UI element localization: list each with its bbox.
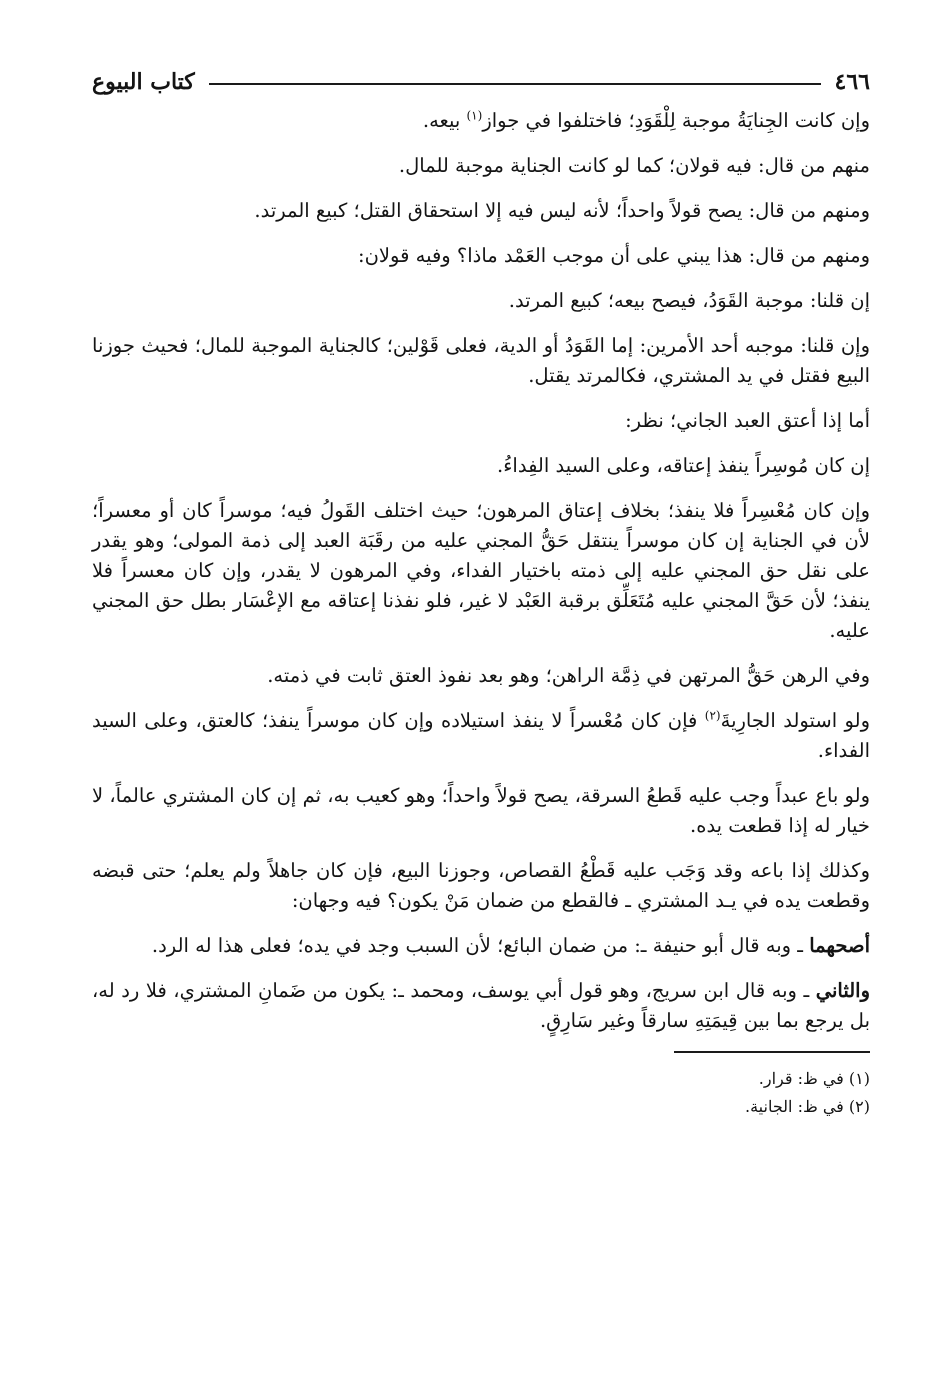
footnote-rule bbox=[674, 1051, 870, 1053]
paragraph: ولو استولد الجارِيةَ$^{(٢)}$ فإن كان مُعْسراً لا ينفذ استيلاده وإن كان موسراً ينفذ؛ كالعتق، وعلى السيد الفداء. bbox=[92, 708, 870, 762]
footnote: (٢) في ظ: الجانية. bbox=[745, 1097, 870, 1116]
page-header bbox=[92, 64, 870, 100]
paragraph-lead: والثاني bbox=[815, 979, 870, 1002]
footnote: (١) في ظ: قرار. bbox=[758, 1069, 870, 1088]
paragraph: ومنهم من قال: هذا يبني على أن موجب العَمْد ماذا؟ وفيه قولان: bbox=[358, 244, 870, 267]
page-number: ٤٦٦ bbox=[834, 69, 870, 95]
paragraph: وكذلك إذا باعه وقد وَجَب عليه قَطْعُ القصاص، وجوزنا البيع، فإن كان جاهلاً ولم يعلم؛ حتى قبضه وقطعت يده في يـد المشتري ـ فالقطع من ضمان مَنْ يكون؟ فيه وجهان: bbox=[92, 859, 870, 912]
paragraph: إن كان مُوسِراً ينفذ إعتاقه، وعلى السيد الفِداءُ. bbox=[497, 454, 870, 477]
paragraph: وإن قلنا: موجبه أحد الأمرين: إما القَوَدُ أو الدية، فعلى قَوْلين؛ كالجناية الموجبة للمال؛ فحيث جوزنا البيع فقتل في يد المشتري، فكالمرتد يقتل. bbox=[92, 334, 870, 387]
footnote-ref: (٢) bbox=[704, 708, 721, 723]
paragraph: إن قلنا: موجبة القَوَدُ، فيصح بيعه؛ كبيع المرتد. bbox=[508, 289, 870, 312]
body-text bbox=[92, 106, 870, 1036]
paragraph: أصحهما ـ وبه قال أبو حنيفة ـ: من ضمان البائع؛ لأن السبب وجد في يده؛ فعلى هذا له الرد. bbox=[151, 934, 870, 957]
paragraph: وإن كانت الجِنايَةُ موجبة لِلْقَوَدِ؛ فاختلفوا في جواز$^{(١)}$ بيعه. bbox=[422, 108, 870, 132]
header-rule bbox=[209, 83, 821, 85]
paragraph-lead: أصحهما bbox=[809, 934, 870, 957]
paragraph: والثاني ـ وبه قال ابن سريج، وهو قول أبي يوسف، ومحمد ـ: يكون من ضَمانِ المشتري، فلا رد له، بل يرجع بما بين قِيمَتِهِ سارقاً وغير سَارِقٍ. bbox=[92, 979, 870, 1032]
paragraph: أما إذا أعتق العبد الجاني؛ نظر: bbox=[625, 409, 870, 432]
paragraph: ومنهم من قال: يصح قولاً واحداً؛ لأنه ليس فيه إلا استحقاق القتل؛ كبيع المرتد. bbox=[254, 199, 870, 222]
paragraph: وفي الرهن حَقُّ المرتهن في ذِمَّة الراهن؛ وهو بعد نفوذ العتق ثابت في ذمته. bbox=[267, 664, 870, 687]
footnotes bbox=[92, 1065, 870, 1121]
footnote-ref: (١) bbox=[466, 108, 483, 123]
book-title: كتاب البيوع bbox=[92, 69, 195, 95]
paragraph: منهم من قال: فيه قولان؛ كما لو كانت الجناية موجبة للمال. bbox=[398, 154, 870, 177]
document-page bbox=[92, 64, 870, 1121]
paragraph: وإن كان مُعْسِراً فلا ينفذ؛ بخلاف إعتاق المرهون؛ حيث اختلف القَولُ فيه؛ موسراً كان أو معسراً؛ لأن في الجناية إن كان موسراً ينتقل حَقُّ المجني عليه من رقَبَة العبد إلى ذمة المولى؛ وهو يقدر على نقل حق المجني عليه إلى ذمته باختيار الفداء، وفي المرهون لا يقدر، وإن كان معسراً فلا ينفذ؛ لأن حَقَّ المجني عليه مُتَعَلِّق برقبة العَبْد لا غير، فلو نفذنا إعتاقه مع الإعْسَار بطل حق المجني عليه. bbox=[92, 499, 870, 642]
paragraph: ولو باع عبداً وجب عليه قَطعُ السرقة، يصح قولاً واحداً؛ وهو كعيب به، ثم إن كان المشتري عالماً، لا خيار له إذا قطعت يده. bbox=[92, 784, 870, 837]
